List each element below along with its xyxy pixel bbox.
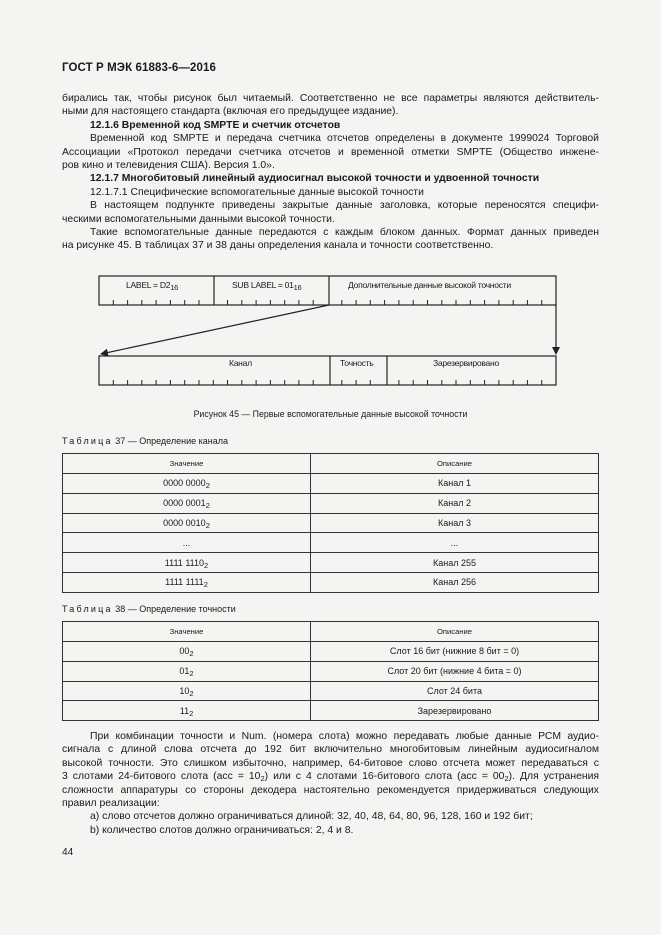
section-12-1-6-line-2: Ассоциации «Протокол передачи счетчика отсчетов и временной отметки SMPTE (Общество инжене- xyxy=(62,146,599,158)
rule-item-a: а) слово отсчетов должно ограничиваться длиной: 32, 40, 48, 64, 80, 96, 128, 160 и 192 бит; xyxy=(90,811,533,823)
table-38-value-cell: $00_2$ xyxy=(63,642,311,662)
figure-45-caption: Рисунок 45 — Первые вспомогательные данные высокой точности xyxy=(193,409,468,419)
table-37 xyxy=(62,453,599,593)
table-37-value-cell: 1111 $1110_2$ xyxy=(63,553,311,573)
document-header: ГОСТ Р МЭК 61883-6—2016 xyxy=(62,62,216,74)
sub-label-field: SUB LABEL = $01_{16}$ xyxy=(232,280,302,292)
table-38-value-cell: $10_2$ xyxy=(63,681,311,701)
table-38-description-cell: Слот 16 бит (нижние 8 бит = 0) xyxy=(311,642,599,662)
table-38-caption: Таблица 38 — Определение точности xyxy=(62,604,236,614)
table-37-row xyxy=(63,553,599,573)
top-register-bit-ticks xyxy=(113,300,541,305)
table-37-header-value: Значение xyxy=(63,454,311,474)
table-37-value-cell: ... xyxy=(63,533,311,553)
section-12-1-6-line-3: ров кино и телевидения США). Версия 1.0». xyxy=(62,160,275,172)
closing-line-5: сложности аппаратуры со стороны декодера настоятельно рекомендуется придерживаться следующих xyxy=(62,784,599,796)
channel-field: Канал xyxy=(229,358,252,368)
table-37-header-row xyxy=(63,454,599,474)
table-37-row xyxy=(63,474,599,494)
table-37-description-cell: ... xyxy=(311,533,599,553)
table-37-row xyxy=(63,493,599,513)
closing-line-2: сигнала с длиной слова отсчета до 192 бит включительно многобитовым линейным аудиосигналом xyxy=(62,744,599,756)
table-38-header-value: Значение xyxy=(63,622,311,642)
table-38-value-cell: $11_2$ xyxy=(63,701,311,721)
table-37-row xyxy=(63,533,599,553)
table-37-value-cell: 0000 $0000_2$ xyxy=(63,474,311,494)
intro-line-2: ными для настоящего стандарта (включая его предыдущее издание). xyxy=(62,106,399,118)
table-38-header-row xyxy=(63,622,599,642)
section-12-1-7-1-p2-line-2: на рисунке 45. В таблицах 37 и 38 даны определения канала и точности соответственно. xyxy=(62,240,494,252)
rule-item-b: b) количество слотов должно ограничиваться: 2, 4 и 8. xyxy=(90,824,354,836)
table-38-description-cell: Слот 20 бит (нижние 4 бита = 0) xyxy=(311,661,599,681)
reserved-field: Зарезервировано xyxy=(433,358,499,368)
table-38-description-cell: Слот 24 бита xyxy=(311,681,599,701)
table-37-description-cell: Канал 255 xyxy=(311,553,599,573)
section-12-1-7-1-p1-line-1: В настоящем подпункте приведены закрытые данные заголовка, которые переносятся специфи- xyxy=(90,200,599,212)
table-37-row xyxy=(63,513,599,533)
table-38-value-cell: $01_2$ xyxy=(63,661,311,681)
table-38-description-cell: Зарезервировано xyxy=(311,701,599,721)
table-37-description-cell: Канал 1 xyxy=(311,474,599,494)
section-12-1-7-1-heading: 12.1.7.1 Специфические вспомогательные данные высокой точности xyxy=(90,186,424,198)
table-37-header-description: Описание xyxy=(311,454,599,474)
table-37-description-cell: Канал 2 xyxy=(311,493,599,513)
arrow-left xyxy=(101,305,329,354)
table-38-row xyxy=(63,642,599,662)
body-text-bottom xyxy=(62,730,599,837)
closing-line-4: 3 слотами 24-битового слота $(acc = 10_2)$ или с 4 слотами 16-битового слота $(acc = 00_2)$. Для устранения xyxy=(62,771,600,784)
table-38 xyxy=(62,621,599,721)
label-field: LABEL = $D2_{16}$ xyxy=(126,280,178,292)
section-12-1-7-1-p2-line-1: Такие вспомогательные данные передаются с каждым блоком данных. Формат данных приведен xyxy=(90,227,599,239)
closing-line-6: правил реализации: xyxy=(62,798,160,810)
intro-line-1: бирались так, чтобы рисунок был читаемый. Соответственно не все параметры являются действитель- xyxy=(62,93,599,104)
table-37-value-cell: 1111 $1111_2$ xyxy=(63,572,311,592)
precision-field: Точность xyxy=(340,358,374,368)
extra-data-field: Дополнительные данные высокой точности xyxy=(348,280,511,290)
body-text-top xyxy=(62,92,599,253)
table-38-row xyxy=(63,701,599,721)
closing-line-3: высокой точности. Это слишком избыточно, например, 64-битовое слово отсчета может передаваться с xyxy=(62,757,599,769)
section-12-1-7-heading: 12.1.7 Многобитовый линейный аудиосигнал высокой точности и удвоенной точности xyxy=(90,173,540,185)
table-37-row xyxy=(63,572,599,592)
closing-line-1: При комбинации точности и Num. (номера слота) можно передавать любые данные РСМ аудио- xyxy=(90,731,599,742)
table-37-description-cell: Канал 3 xyxy=(311,513,599,533)
table-37-value-cell: 0000 $0001_2$ xyxy=(63,493,311,513)
table-37-caption: Таблица 37 — Определение канала xyxy=(62,436,228,446)
figure-45 xyxy=(60,270,580,395)
bottom-register-bit-ticks xyxy=(113,380,541,385)
section-12-1-6-heading: 12.1.6 Временной код SMPTE и счетчик отсчетов xyxy=(90,119,341,131)
table-38-row xyxy=(63,661,599,681)
section-12-1-7-1-p1-line-2: ческими вспомогательными данными высокой точности. xyxy=(62,213,335,225)
table-38-header-description: Описание xyxy=(311,622,599,642)
table-38-row xyxy=(63,681,599,701)
section-12-1-6-line-1: Временной код SMPTE и передача счетчика отсчетов определены в документе 1999024 Торговой xyxy=(90,133,599,145)
table-37-value-cell: 0000 $0010_2$ xyxy=(63,513,311,533)
table-37-description-cell: Канал 256 xyxy=(311,572,599,592)
page-number: 44 xyxy=(62,847,74,858)
